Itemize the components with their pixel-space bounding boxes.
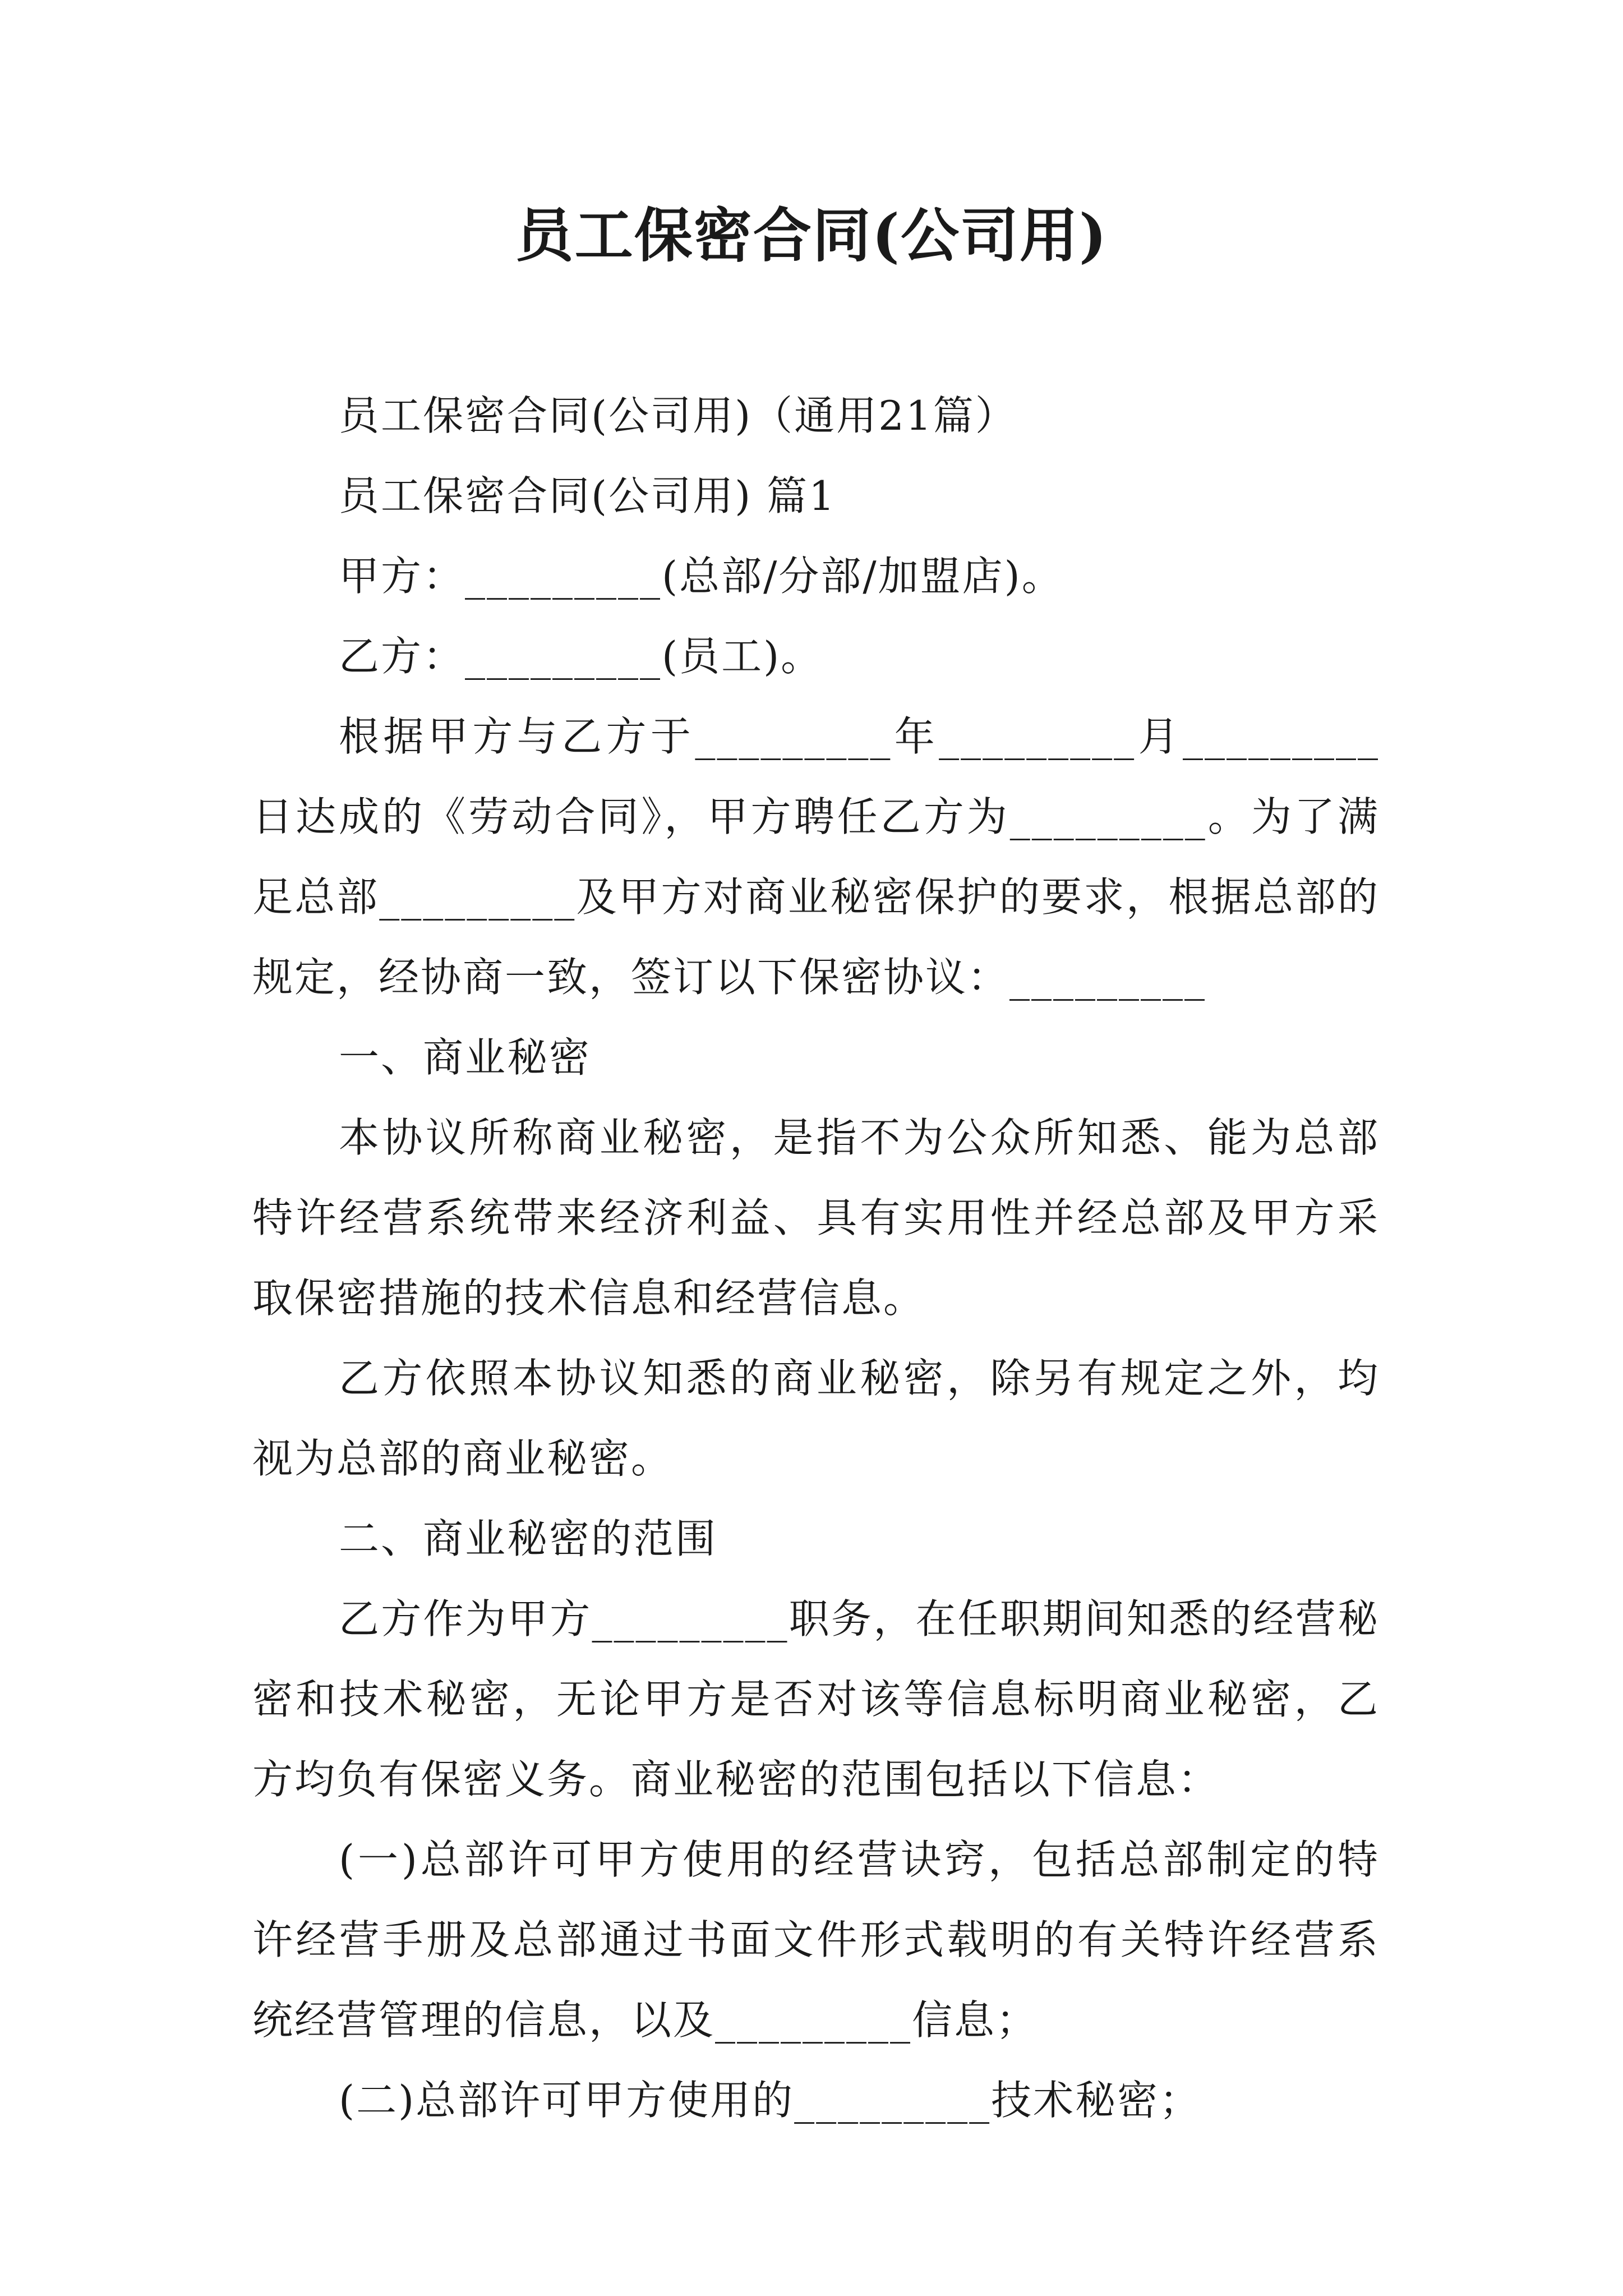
paragraph-scope-note: 乙方依照本协议知悉的商业秘密，除另有规定之外，均视为总部的商业秘密。 <box>252 1355 1380 1482</box>
paragraph-party-a: 甲方：_________(总部/分部/加盟店)。 <box>339 553 1064 600</box>
paragraph-scope: 乙方作为甲方_________职务，在任职期间知悉的经营秘密和技术秘密，无论甲方是否对该等信息标明商业秘密，乙方均负有保密义务。商业秘密的范围包括以下信息： <box>252 1595 1380 1803</box>
paragraph-subtitle: 员工保密合同(公司用)（通用21篇） <box>339 392 1017 439</box>
paragraph-section-heading: 员工保密合同(公司用) 篇1 <box>339 472 836 519</box>
paragraph-item-1: (一)总部许可甲方使用的经营诀窍，包括总部制定的特许经营手册及总部通过书面文件形式载明的有关特许经营系统经营管理的信息，以及_________信息； <box>252 1836 1380 2044</box>
paragraph-heading-scope: 二、商业秘密的范围 <box>339 1515 718 1562</box>
document-body <box>252 376 1380 2141</box>
paragraph-heading-trade-secret: 一、商业秘密 <box>339 1034 592 1081</box>
paragraph-definition: 本协议所称商业秘密，是指不为公众所知悉、能为总部特许经营系统带来经济利益、具有实用性并经总部及甲方采取保密措施的技术信息和经营信息。 <box>252 1114 1380 1322</box>
paragraph-party-b: 乙方：_________(员工)。 <box>339 633 823 680</box>
document-title: 员工保密合同(公司用) <box>515 201 1108 270</box>
paragraph-item-2: (二)总部许可甲方使用的_________技术秘密； <box>339 2077 1202 2124</box>
paragraph-preamble: 根据甲方与乙方于_________年_________月_________日达成的《劳动合同》，甲方聘任乙方为_________。为了满足总部_________及甲方对商业秘密保护的要求，根据总部的规定，经协商一致，签订以下保密协议：_________ <box>252 713 1380 1001</box>
